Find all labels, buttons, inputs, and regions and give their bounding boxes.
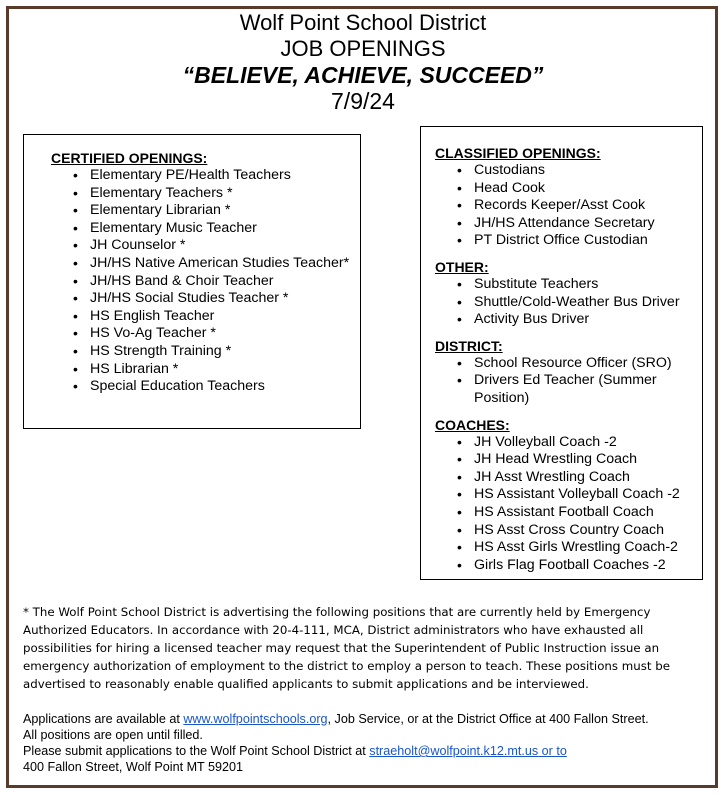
other-list: [454, 276, 697, 329]
footer-address: 400 Fallon Street, Wolf Point MT 59201: [23, 760, 244, 774]
list-item: • Elementary PE/Health Teachers: [70, 167, 351, 185]
other-title: OTHER:: [435, 258, 489, 275]
website-link[interactable]: www.wolfpointschools.org: [183, 712, 328, 726]
list-item: • JH Counselor *: [70, 237, 351, 255]
list-item: • JH/HS Social Studies Teacher *: [70, 290, 351, 308]
list-item: • HS Librarian *: [70, 361, 351, 379]
footer-line-3: Please submit applications to the Wolf Point School District at straeholt@wolfpoint.k12.mt.us or to: [23, 744, 567, 758]
email-link[interactable]: straeholt@wolfpoint.k12.mt.us: [369, 744, 539, 758]
list-item: • Elementary Music Teacher: [70, 220, 351, 238]
list-item: • JH/HS Band & Choir Teacher: [70, 273, 351, 291]
list-item: • School Resource Officer (SRO): [454, 355, 697, 373]
certified-box: [23, 134, 361, 429]
list-item: • HS English Teacher: [70, 308, 351, 326]
district-title: DISTRICT:: [435, 337, 503, 354]
list-item: • JH Head Wrestling Coach: [454, 451, 697, 469]
list-item: • Special Education Teachers: [70, 378, 351, 396]
list-item: • Substitute Teachers: [454, 276, 697, 294]
list-item: • JH Volleyball Coach -2: [454, 434, 697, 452]
list-item: • JH Asst Wrestling Coach: [454, 469, 697, 487]
classified-list: [454, 162, 697, 250]
certified-list: [70, 167, 351, 396]
emergency-authorization-note: * The Wolf Point School District is advertising the following positions that are currently held by Emergency Authorized Educators. In accordance with 20-4-111, MCA, District administrators who have exhausted all possibilities for hiring a licensed teacher may request that the Superintendent of Public Instruction issue an emergency authorization of employment to the district to employ a person to teach. These positions must be advertised to reasonably enable qualified applicants to submit applications and be interviewed.: [23, 605, 671, 691]
footer-line-2: All positions are open until filled.: [23, 728, 203, 742]
page-title: JOB OPENINGS: [280, 36, 446, 61]
district-name: Wolf Point School District: [239, 10, 487, 35]
motto: “BELIEVE, ACHIEVE, SUCCEED”: [182, 62, 544, 88]
footer: [23, 711, 713, 775]
list-item: • JH/HS Attendance Secretary: [454, 215, 697, 233]
district-list: [454, 355, 697, 408]
list-item: • Elementary Librarian *: [70, 202, 351, 220]
list-item: • Activity Bus Driver: [454, 311, 697, 329]
list-item: • HS Asst Girls Wrestling Coach-2: [454, 539, 697, 557]
list-item: • Elementary Teachers *: [70, 185, 351, 203]
list-item: • Head Cook: [454, 180, 697, 198]
coaches-list: [454, 434, 697, 575]
classified-title: CLASSIFIED OPENINGS:: [435, 145, 601, 161]
list-item: • Records Keeper/Asst Cook: [454, 197, 697, 215]
list-item: • HS Vo-Ag Teacher *: [70, 325, 351, 343]
coaches-title: COACHES:: [435, 416, 510, 433]
footer-line-1: Applications are available at www.wolfpointschools.org, Job Service, or at the District Office at 400 Fallon Street.: [23, 712, 649, 726]
list-item: • Shuttle/Cold-Weather Bus Driver: [454, 294, 697, 312]
header: [0, 10, 726, 114]
list-item: • Drivers Ed Teacher (Summer Position): [454, 372, 697, 407]
list-item: • Custodians: [454, 162, 697, 180]
list-item: • JH/HS Native American Studies Teacher*: [70, 255, 351, 273]
list-item: • PT District Office Custodian: [454, 232, 697, 250]
list-item: • HS Assistant Football Coach: [454, 504, 697, 522]
list-item: • HS Asst Cross Country Coach: [454, 522, 697, 540]
list-item: • HS Assistant Volleyball Coach -2: [454, 486, 697, 504]
list-item: • HS Strength Training *: [70, 343, 351, 361]
list-item: • Girls Flag Football Coaches -2: [454, 557, 697, 575]
certified-title: CERTIFIED OPENINGS:: [51, 150, 208, 166]
classified-box: [420, 126, 703, 580]
posting-date: 7/9/24: [331, 88, 395, 114]
